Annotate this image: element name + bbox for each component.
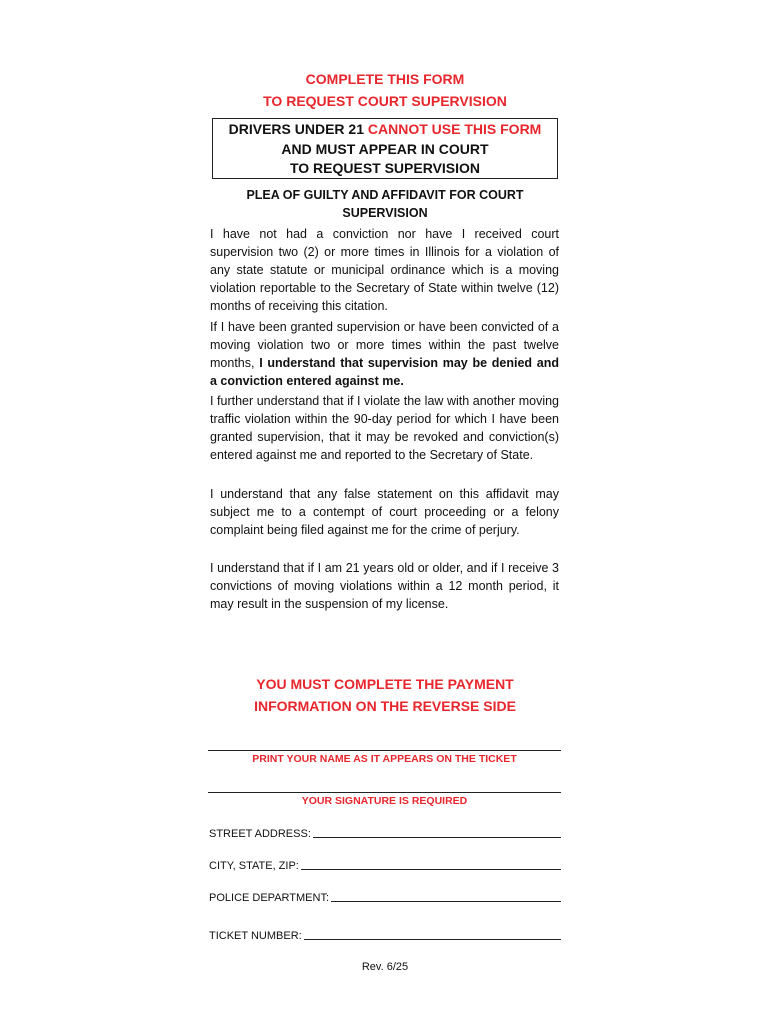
paragraph-2-bold-text: I understand that supervision may be denied and a conviction entered against me. (210, 356, 560, 388)
affidavit-paragraph-4: I understand that any false statement on this affidavit may subject me to a contempt of court proceeding or a felony complaint being filed against me for the crime of perjury. (210, 487, 559, 537)
street-address-blank[interactable] (313, 836, 561, 838)
affidavit-paragraph-3: I further understand that if I violate the law with another moving traffic violation within the 90-day period for which I have been granted supervision, that it may be revoked and conviction(s) entered against me and reported to the Secretary of State. (210, 394, 559, 462)
police-department-field[interactable] (209, 888, 561, 904)
notice-line-1 (213, 120, 557, 140)
signature-caption: YOUR SIGNATURE IS REQUIRED (301, 795, 468, 807)
police-department-blank[interactable] (331, 900, 561, 902)
street-address-label: STREET ADDRESS: (209, 828, 311, 840)
print-name-caption: PRINT YOUR NAME AS IT APPEARS ON THE TICKET (252, 753, 517, 765)
police-department-label: POLICE DEPARTMENT: (209, 892, 330, 904)
city-state-zip-field[interactable] (209, 856, 561, 872)
payment-notice-line-2: INFORMATION ON THE REVERSE SIDE (254, 698, 516, 714)
header-line-1: COMPLETE THIS FORM (305, 71, 465, 87)
print-name-line[interactable] (208, 750, 561, 751)
ticket-number-blank[interactable] (304, 938, 561, 940)
signature-line[interactable] (208, 792, 561, 793)
revision-label: Rev. 6/25 (361, 961, 409, 973)
paragraph-2-text: If I have been granted supervision or have been convicted of a moving violation two or more times within the past twelve months, (210, 320, 559, 370)
under-21-notice-box (212, 118, 558, 179)
notice-line-1-prefix: DRIVERS UNDER 21 (228, 121, 368, 137)
notice-line-2: AND MUST APPEAR IN COURT (281, 140, 489, 157)
affidavit-paragraph-1: I have not had a conviction nor have I received court supervision two (2) or more times in Illinois for a violation of any state statute or municipal ordinance which is a moving violation reportable to the Secretary of State within twelve (12) months of receiving this citation. (210, 227, 559, 313)
affidavit-paragraph-5: I understand that if I am 21 years old or older, and if I receive 3 convictions of moving violations within a 12 month period, it may result in the suspension of my license. (210, 561, 559, 611)
payment-notice-line-1: YOU MUST COMPLETE THE PAYMENT (256, 676, 514, 692)
city-state-zip-blank[interactable] (301, 868, 561, 870)
ticket-number-field[interactable] (209, 926, 561, 942)
header-line-2: TO REQUEST COURT SUPERVISION (263, 93, 507, 109)
city-state-zip-label: CITY, STATE, ZIP: (209, 860, 299, 872)
plea-title: PLEA OF GUILTY AND AFFIDAVIT FOR COURT SUPERVISION (246, 188, 524, 220)
notice-line-3: TO REQUEST SUPERVISION (289, 160, 481, 176)
notice-line-1-red: CANNOT USE THIS FORM (367, 121, 542, 137)
ticket-number-label: TICKET NUMBER: (209, 930, 302, 942)
street-address-field[interactable] (209, 824, 561, 840)
affidavit-paragraph-2 (210, 318, 559, 390)
